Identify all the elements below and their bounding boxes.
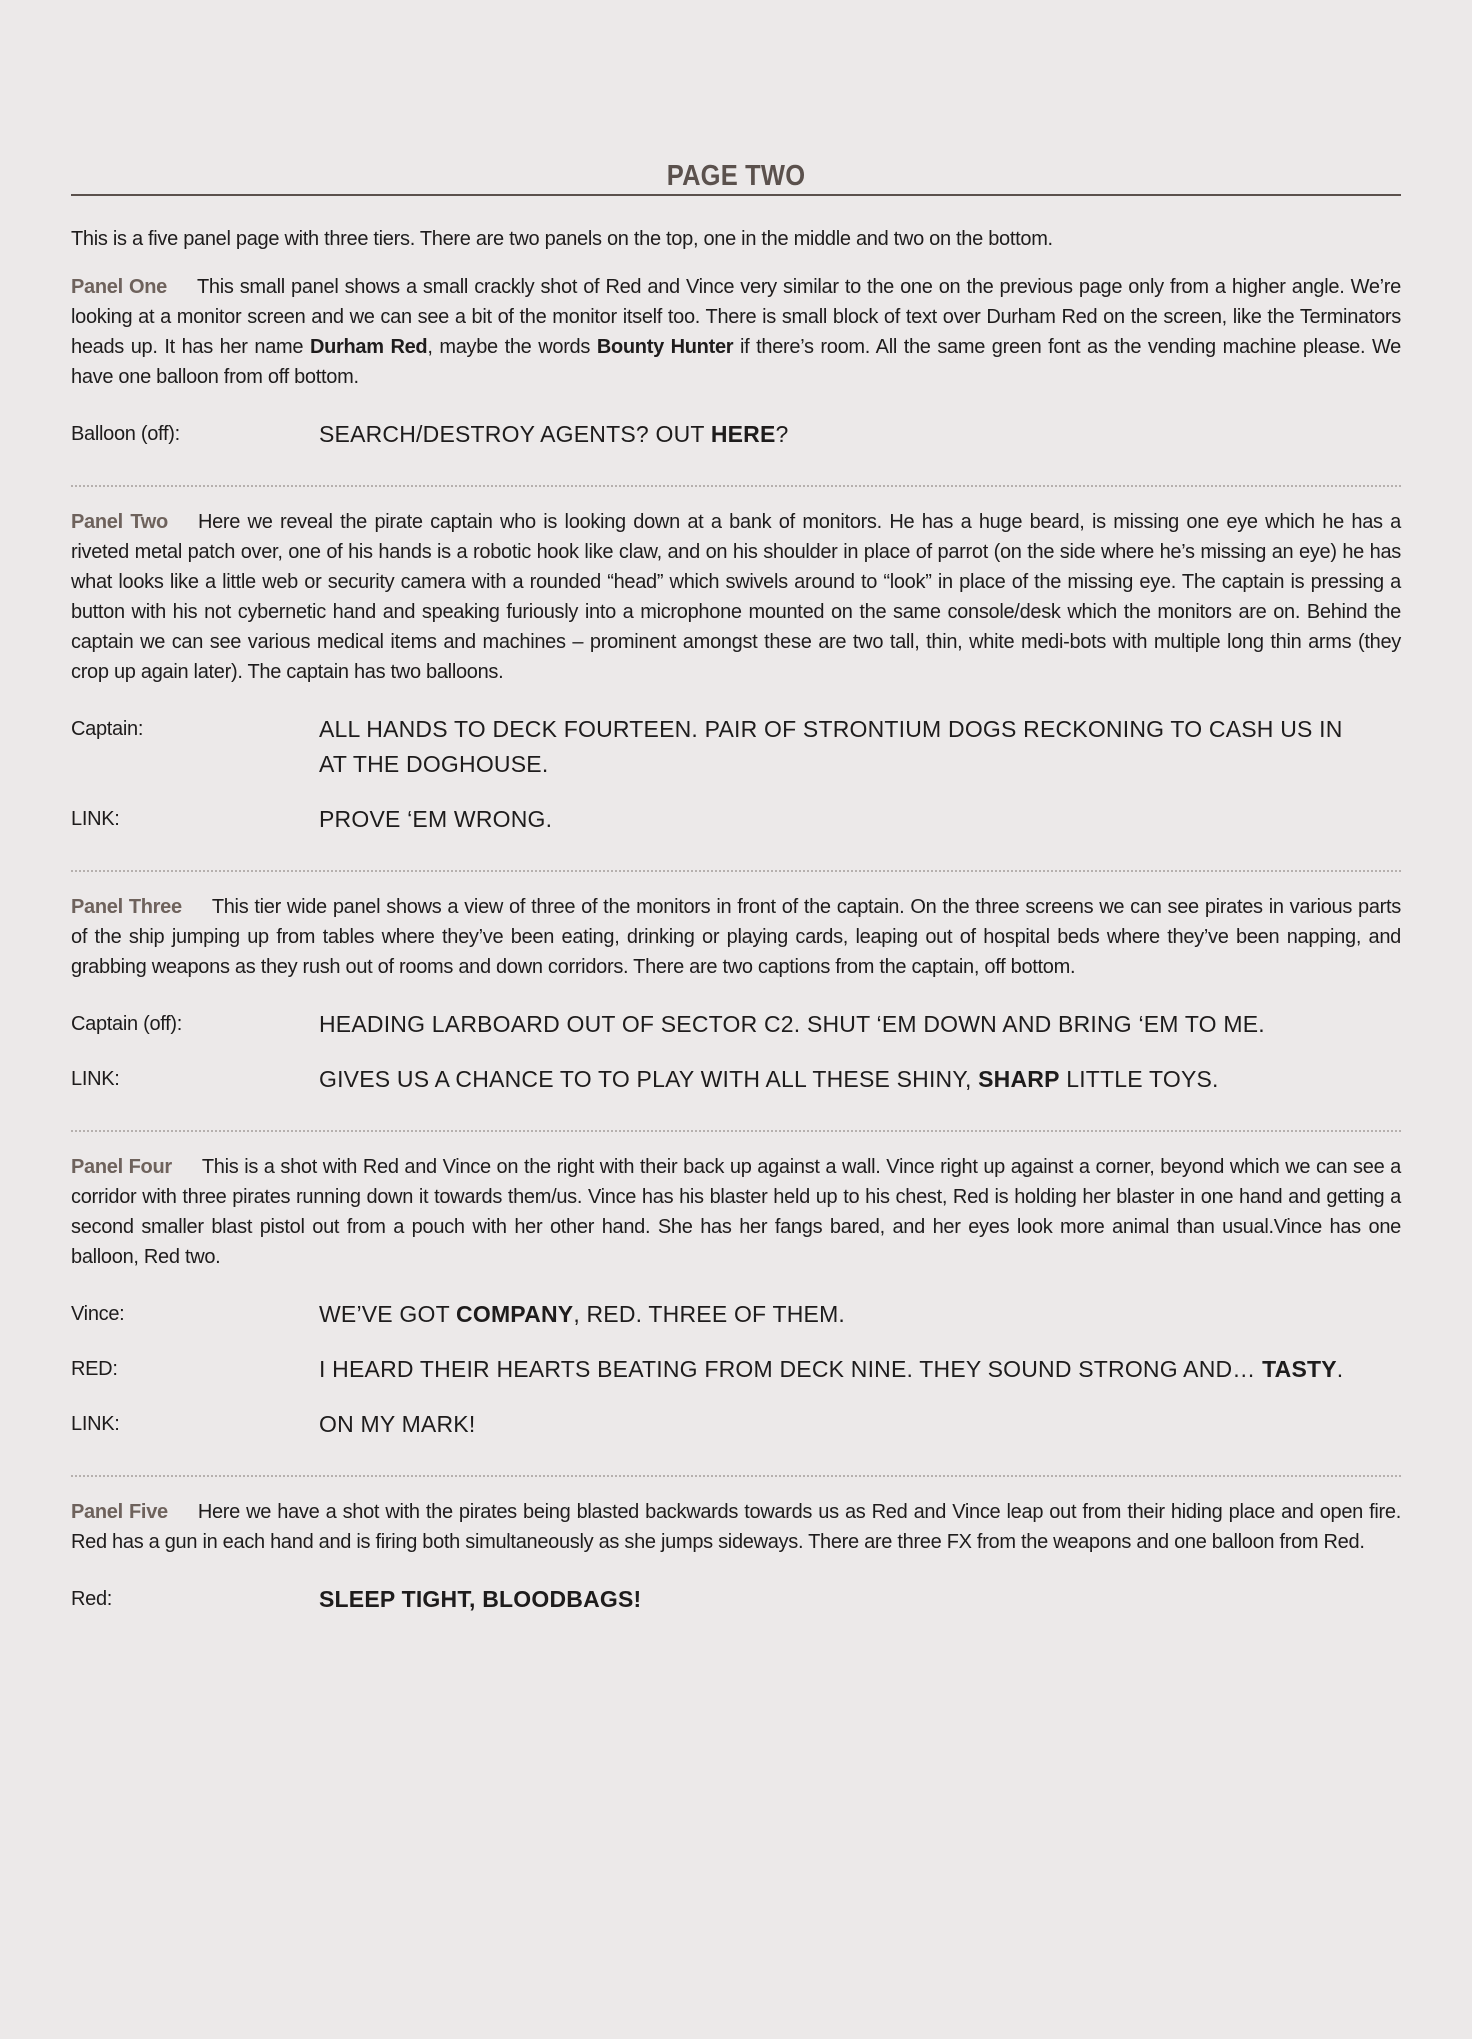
dialogue-row	[71, 1582, 1401, 1617]
panel-label: Panel Five	[71, 1501, 168, 1523]
dialogue-row	[71, 1007, 1401, 1042]
dialogue-row	[71, 802, 1401, 837]
speaker-label: Red:	[71, 1588, 113, 1610]
dialogue-line	[319, 1062, 1359, 1097]
line-text: LITTLE TOYS.	[1059, 1066, 1219, 1092]
panel-description	[71, 1152, 1401, 1272]
dotted-separator	[71, 1475, 1401, 1477]
speaker-label: LINK:	[71, 1413, 120, 1435]
panel-two	[71, 507, 1401, 837]
dialogue-line	[319, 1352, 1359, 1387]
panel-description	[71, 1497, 1401, 1557]
panel-description	[71, 507, 1401, 687]
desc-text: This small panel shows a small crackly shot of Red and Vince very similar to the one on the previous page only from a higher angle. We’re looking at a monitor screen and we can see a bit of the monitor itself too. There is small block of text over Durham Red on the screen, like the Terminators heads up. It has her name	[71, 276, 1401, 358]
dialogue-line: ALL HANDS TO DECK FOURTEEN. PAIR OF STRONTIUM DOGS RECKONING TO CASH US IN AT THE DOGHOUSE.	[319, 716, 1343, 777]
dialogue-line	[319, 1582, 1359, 1617]
desc-text: Here we reveal the pirate captain who is looking down at a bank of monitors. He has a huge beard, is missing one eye which he has a riveted metal patch over, one of his hands is a robotic hook like claw, and on his shoulder in place of parrot (on the side where he’s missing an eye) he has what looks like a little web or security camera with a rounded “head” which swivels around to “look” in place of the missing eye. The captain is pressing a button with his not cybernetic hand and speaking furiously into a microphone mounted on the same console/desk which the monitors are on. Behind the captain we can see various medical items and machines – prominent amongst these are two tall, thin, white medi-bots with multiple long thin arms (they crop up again later). The captain has two balloons.	[71, 511, 1401, 683]
line-text: .	[1336, 1356, 1344, 1382]
panel-description	[71, 272, 1401, 392]
dialogue-row	[71, 712, 1401, 782]
dialogue-line: PROVE ‘EM WRONG.	[319, 806, 553, 832]
desc-text: This is a shot with Red and Vince on the right with their back up against a wall. Vince right up against a corner, beyond which we can see a corridor with three pirates running down it towards them/us. Vince has his blaster held up to his chest, Red is holding her blaster in one hand and getting a second smaller blast pistol out from a pouch with her other hand. She has her fangs bared, and her eyes look more animal than usual.Vince has one balloon, Red two.	[71, 1156, 1401, 1268]
line-text: SEARCH/DESTROY AGENTS? OUT	[319, 421, 711, 447]
panel-five	[71, 1497, 1401, 1617]
speaker-label: RED:	[71, 1358, 118, 1380]
speaker-label: Captain:	[71, 718, 144, 740]
line-emphasis: HERE	[710, 421, 776, 447]
panel-four	[71, 1152, 1401, 1442]
dialogue-row	[71, 1407, 1401, 1442]
dialogue-row	[71, 417, 1401, 452]
panel-label: Panel Four	[71, 1156, 172, 1178]
panel-label: Panel Two	[71, 511, 168, 533]
dotted-separator	[71, 870, 1401, 872]
panel-label: Panel One	[71, 276, 167, 298]
dialogue-line: HEADING LARBOARD OUT OF SECTOR C2. SHUT ‘EM DOWN AND BRING ‘EM TO ME.	[319, 1011, 1265, 1037]
speaker-label: Captain (off):	[71, 1013, 183, 1035]
desc-bold: Bounty Hunter	[596, 336, 734, 358]
page-content	[71, 160, 1401, 1617]
panel-one	[71, 272, 1401, 452]
panel-three	[71, 892, 1401, 1097]
line-text: I HEARD THEIR HEARTS BEATING FROM DECK NINE. THEY SOUND STRONG AND…	[319, 1356, 1263, 1382]
desc-text: if there’s room. All the same green font as the vending machine please. We have one balloon from off bottom.	[71, 336, 1401, 388]
dotted-separator	[71, 485, 1401, 487]
panel-description	[71, 892, 1401, 982]
speaker-label: Vince:	[71, 1303, 125, 1325]
line-text: , RED. THREE OF THEM.	[573, 1301, 846, 1327]
line-text: ?	[775, 421, 789, 447]
line-text: GIVES US A CHANCE TO TO PLAY WITH ALL THESE SHINY,	[319, 1066, 979, 1092]
desc-text: , maybe the words	[427, 336, 597, 358]
dialogue-line	[319, 417, 1359, 452]
line-emphasis: TASTY	[1262, 1356, 1337, 1382]
page-intro: This is a five panel page with three tiers. There are two panels on the top, one in the middle and two on the bottom.	[71, 228, 1053, 250]
line-emphasis: COMPANY	[456, 1301, 574, 1327]
speaker-label: LINK:	[71, 1068, 120, 1090]
dialogue-row	[71, 1297, 1401, 1332]
panel-label: Panel Three	[71, 896, 182, 918]
dialogue-line: ON MY MARK!	[319, 1411, 476, 1437]
desc-bold: Durham Red	[309, 336, 428, 358]
line-emphasis: SHARP	[978, 1066, 1060, 1092]
desc-text: This tier wide panel shows a view of three of the monitors in front of the captain. On the three screens we can see pirates in various parts of the ship jumping up from tables where they’ve been eating, drinking or playing cards, leaping out of hospital beds where they’ve been napping, and grabbing weapons as they rush out of rooms and down corridors. There are two captions from the captain, off bottom.	[71, 896, 1401, 978]
dialogue-line	[319, 1297, 1359, 1332]
speaker-label: Balloon (off):	[71, 423, 180, 445]
desc-text: Here we have a shot with the pirates being blasted backwards towards us as Red and Vince leap out from their hiding place and open fire. Red has a gun in each hand and is firing both simultaneously as she jumps sideways. There are three FX from the weapons and one balloon from Red.	[71, 1501, 1402, 1553]
dialogue-row	[71, 1352, 1401, 1387]
title-rule	[71, 194, 1401, 196]
line-emphasis: SLEEP TIGHT, BLOODBAGS!	[319, 1586, 642, 1612]
line-text: WE’VE GOT	[319, 1301, 457, 1327]
dialogue-row	[71, 1062, 1401, 1097]
dotted-separator	[71, 1130, 1401, 1132]
page-title: PAGE TWO	[666, 160, 806, 192]
speaker-label: LINK:	[71, 808, 120, 830]
